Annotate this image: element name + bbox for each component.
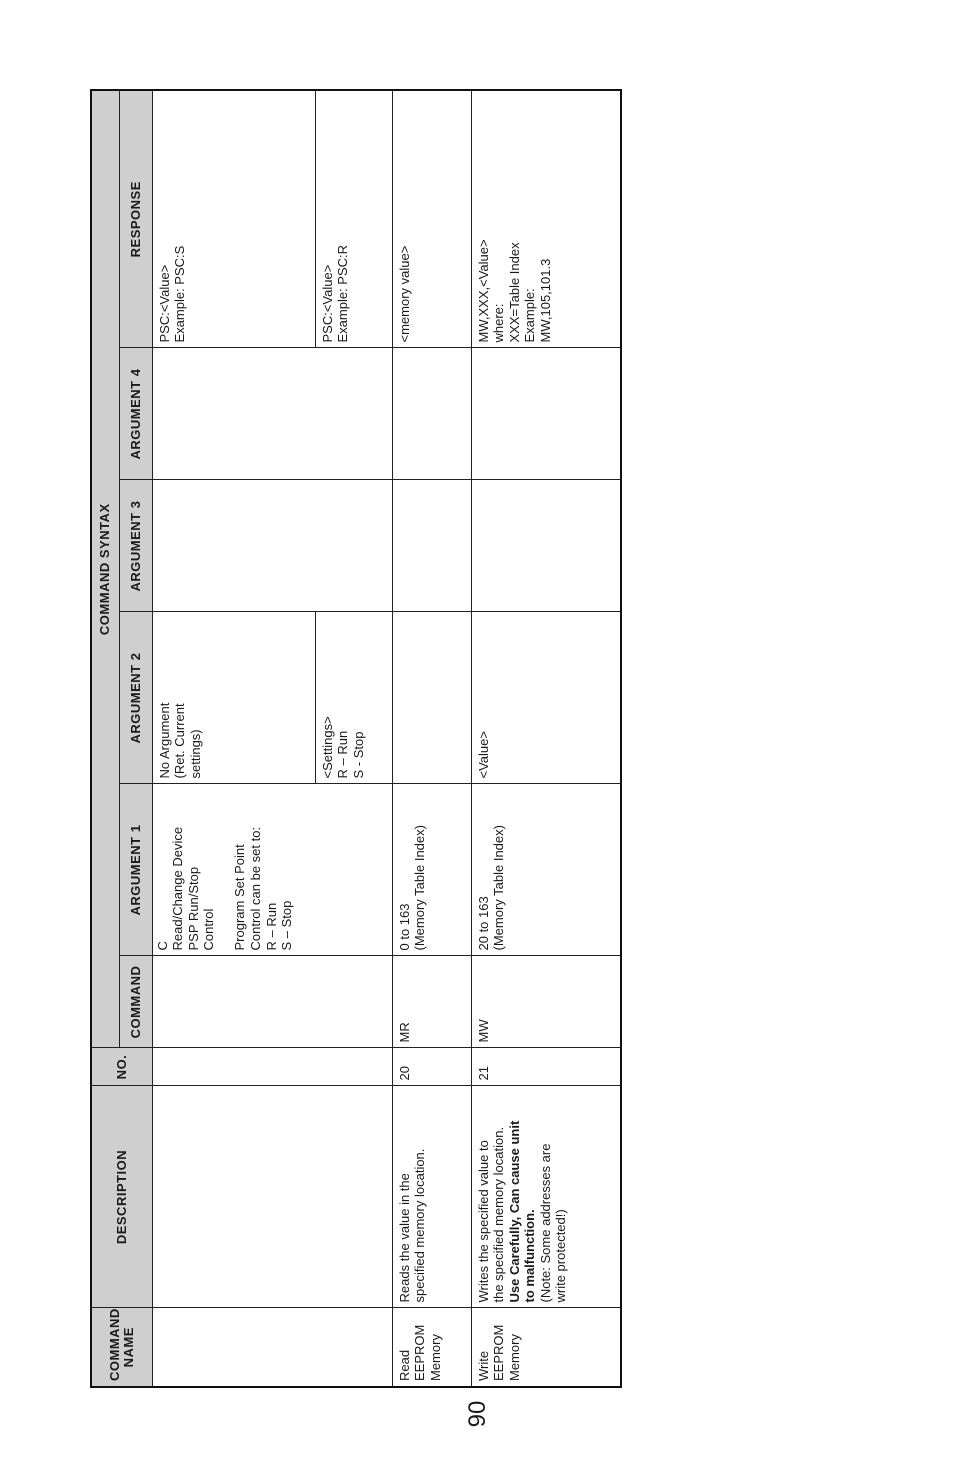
- rotated-table-wrapper: [90, 91, 622, 1388]
- cell-argument-1: 20 to 163 (Memory Table Index): [471, 784, 621, 956]
- cell-no: 21: [471, 1048, 621, 1086]
- cell-command-name: Read EEPROM Memory: [392, 1308, 471, 1387]
- warning-text: Use Carefully, Can cause unit to malfunction.: [506, 1120, 538, 1303]
- header-description: DESCRIPTION: [91, 1086, 152, 1308]
- cell-argument-2-b: <Settings> R – Run S - Stop: [315, 612, 392, 784]
- cell-argument-1: 0 to 163 (Memory Table Index): [392, 784, 471, 956]
- cell-argument-4: [471, 348, 621, 480]
- cell-argument-3: [152, 480, 392, 612]
- note-text: (Note: Some addresses are write protected!): [537, 1143, 569, 1303]
- cell-argument-3: [471, 480, 621, 612]
- cell-description: Writes the specified value to the specified memory location. Use Carefully, Can cause unit to malfunction. (Note: Some addresses are write protected!): [471, 1086, 621, 1308]
- page-number: 90: [464, 1400, 491, 1428]
- cell-response: <memory value>: [392, 90, 471, 348]
- cell-argument-2: [392, 612, 471, 784]
- header-argument-3: ARGUMENT 3: [119, 480, 152, 612]
- cell-argument-4: [392, 348, 471, 480]
- header-no: NO.: [91, 1048, 152, 1086]
- cell-response-b: PSC:<Value> Example: PSC:R: [315, 90, 392, 348]
- cell-command: MR: [392, 956, 471, 1048]
- cell-command: [152, 956, 392, 1048]
- cell-response-a: PSC:<Value> Example: PSC:S: [152, 90, 315, 348]
- header-command-syntax: COMMAND SYNTAX: [91, 90, 119, 1048]
- cell-description: [152, 1086, 392, 1308]
- table-row: [392, 90, 471, 1387]
- cell-argument-2: <Value>: [471, 612, 621, 784]
- cell-argument-4: [152, 348, 392, 480]
- table-row: [152, 90, 315, 1387]
- cell-argument-1: C Read/Change Device PSP Run/Stop Control Program Set Point Control can be set to: R – Run S – Stop: [152, 784, 392, 956]
- header-argument-2: ARGUMENT 2: [119, 612, 152, 784]
- cell-command-name: [152, 1308, 392, 1387]
- cell-command: MW: [471, 956, 621, 1048]
- cell-argument-3: [392, 480, 471, 612]
- header-argument-1: ARGUMENT 1: [119, 784, 152, 956]
- header-command-name: COMMAND NAME: [91, 1308, 152, 1387]
- header-argument-4: ARGUMENT 4: [119, 348, 152, 480]
- command-table: [90, 89, 622, 1388]
- cell-description: Reads the value in the specified memory location.: [392, 1086, 471, 1308]
- cell-no: [152, 1048, 392, 1086]
- cell-response: MW,XXX,<Value> where: XXX=Table Index Example: MW,105,101.3: [471, 90, 621, 348]
- cell-argument-2-a: No Argument (Ret. Current settings): [152, 612, 315, 784]
- header-command: COMMAND: [119, 956, 152, 1048]
- cell-command-name: Write EEPROM Memory: [471, 1308, 621, 1387]
- table-row: [471, 90, 621, 1387]
- header-response: RESPONSE: [119, 90, 152, 348]
- cell-no: 20: [392, 1048, 471, 1086]
